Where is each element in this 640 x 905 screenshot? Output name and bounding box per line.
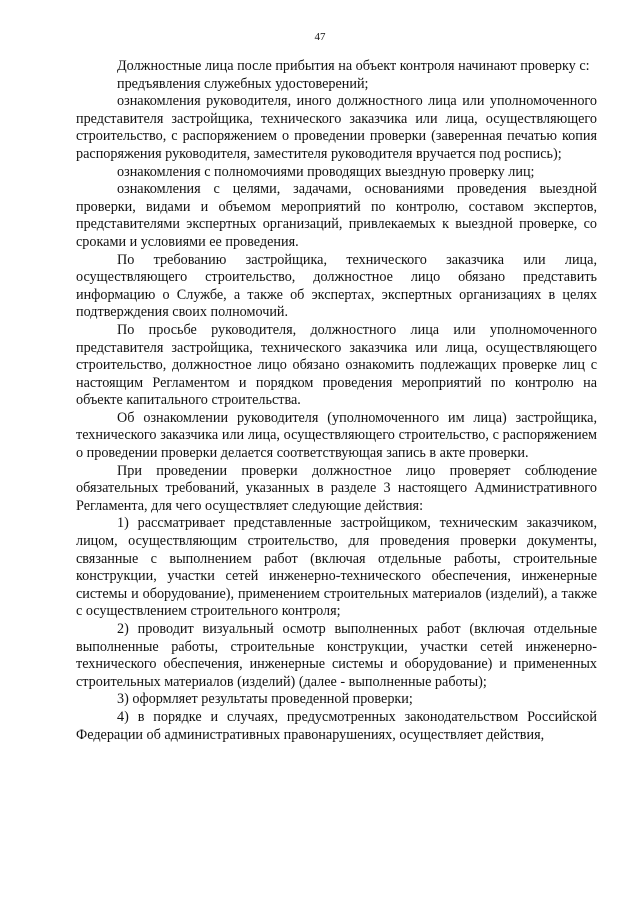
paragraph: ознакомления с полномочиями проводящих выездную проверку лиц;: [117, 163, 535, 180]
paragraph: ознакомления руководителя, иного должностного лица или уполномоченного представителя застройщика, технического заказчика или лица, осуществляющего строительство, с распоряжением о проведении проверки (заверенная печатью копия распоряжения руководителя, заместителя руководителя вручается под роспись);: [76, 93, 597, 162]
paragraph: 3) оформляет результаты проведенной проверки;: [117, 691, 413, 708]
paragraph: По просьбе руководителя, должностного лица или уполномоченного представителя застройщика, технического заказчика или лица, осуществляющего строительство, должностное лицо обязано ознакомить подлежащих проверке лиц с настоящим Регламентом и порядком проведения мероприятий по контролю на объекте капитального строительства.: [76, 321, 597, 409]
page-number: 47: [314, 31, 326, 43]
paragraph: Об ознакомлении руководителя (уполномоченного им лица) застройщика, технического заказчика или лица, осуществляющего строительство, с распоряжением о проведении проверки делается соответствующая запись в акте проверки.: [76, 409, 597, 462]
paragraph: предъявления служебных удостоверений;: [117, 75, 369, 92]
paragraph: 2) проводит визуальный осмотр выполненных работ (включая отдельные выполненные работы, строительные конструкции, участки сетей инженерно-технического обеспечения, инженерные системы и оборудование) и примененных строительных материалов (изделий) (далее - выполненные работы);: [76, 621, 597, 690]
paragraph: По требованию застройщика, технического заказчика или лица, осуществляющего строительство, должностное лицо обязано представить информацию о Службе, а также об экспертах, экспертных организациях в целях подтверждения своих полномочий.: [76, 251, 597, 321]
paragraph: При проведении проверки должностное лицо проверяет соблюдение обязательных требований, указанных в разделе 3 настоящего Административного Регламента, для чего осуществляет следующие действия:: [76, 462, 597, 514]
paragraph: ознакомления с целями, задачами, основаниями проведения выездной проверки, видами и объемом мероприятий по контролю, составом экспертов, представителями экспертных организаций, привлекаемых к выездной проверке, со сроками и условиями ее проведения.: [76, 181, 597, 250]
paragraph: 4) в порядке и случаях, предусмотренных законодательством Российской Федерации об административных правонарушениях, осуществляет действия,: [76, 708, 597, 743]
paragraph: 1) рассматривает представленные застройщиком, техническим заказчиком, лицом, осуществляющим строительство, для проведения проверки документы, связанные с выполнением работ (включая отдельные работы, строительные конструкции, участки сетей инженерно-технического обеспечения, инженерные системы и оборудование), применением строительных материалов (изделий), а также с осуществлением строительного контроля;: [76, 515, 597, 620]
paragraph: Должностные лица после прибытия на объект контроля начинают проверку с:: [117, 58, 590, 74]
document-body: [76, 58, 597, 744]
